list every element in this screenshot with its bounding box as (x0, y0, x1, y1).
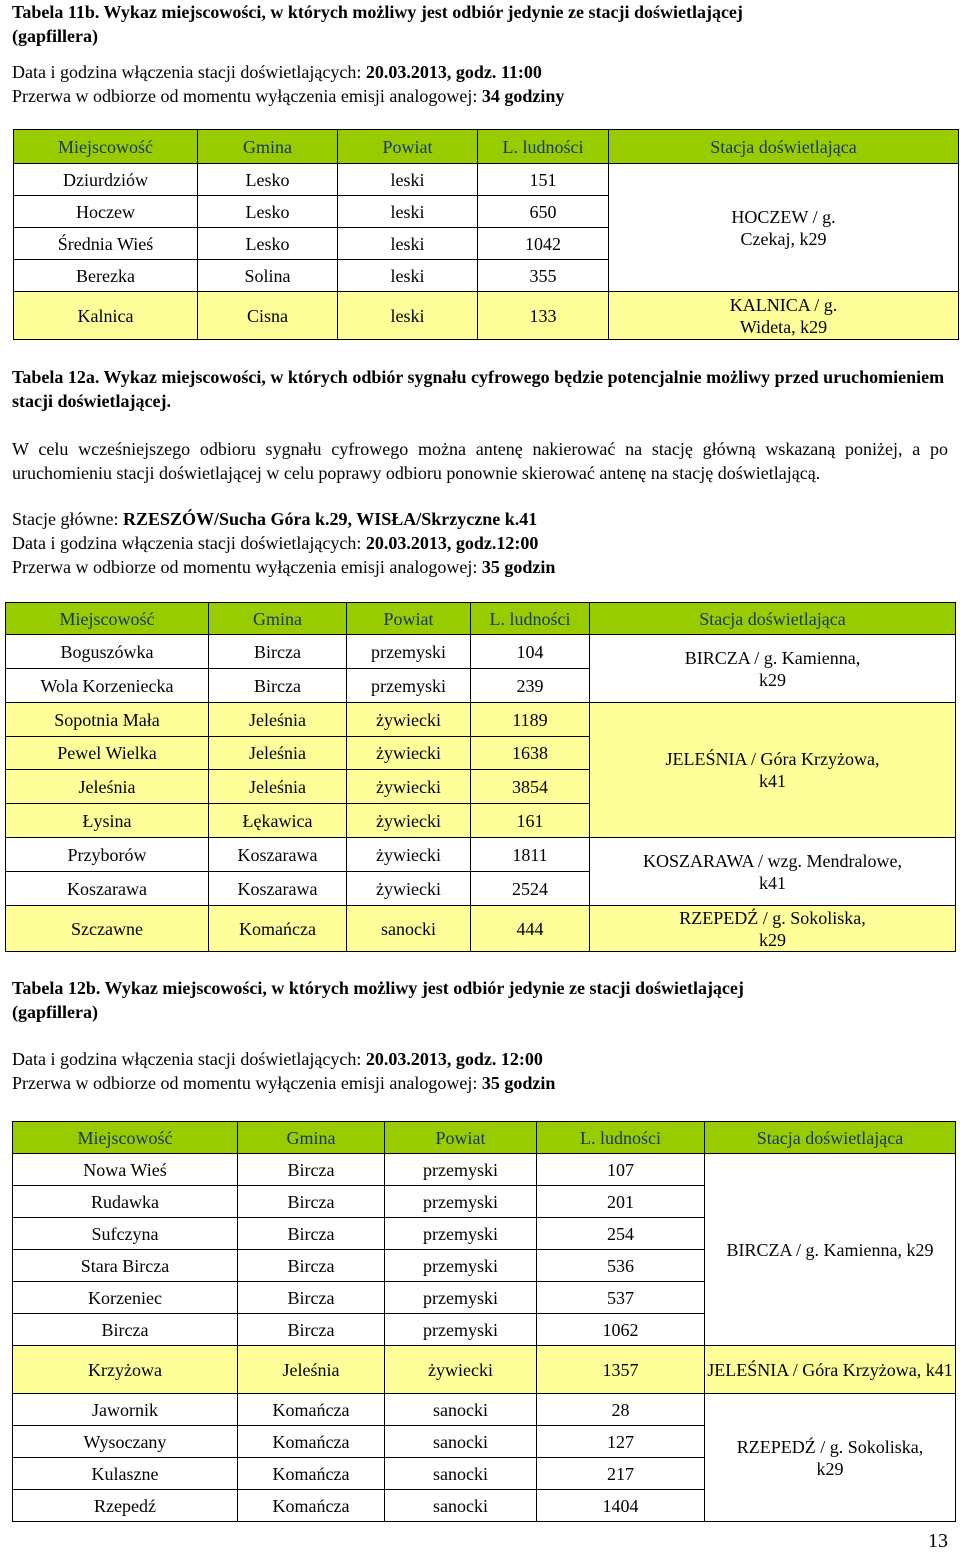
cell: Kalnica (14, 292, 198, 340)
cell: Krzyżowa (13, 1346, 238, 1394)
cell: przemyski (347, 669, 471, 703)
cell: Komańcza (209, 906, 347, 952)
cell: 444 (471, 906, 590, 952)
cell: żywiecki (347, 838, 471, 872)
cell: 217 (537, 1458, 705, 1490)
cell: 133 (478, 292, 609, 340)
col-header: L. ludności (537, 1122, 705, 1154)
cell: 1357 (537, 1346, 705, 1394)
cell: Bircza (238, 1250, 385, 1282)
cell: Koszarawa (209, 872, 347, 906)
cell: przemyski (385, 1218, 537, 1250)
page-number: 13 (928, 1530, 948, 1552)
cell: 1062 (537, 1314, 705, 1346)
cell: Stara Bircza (13, 1250, 238, 1282)
t12b-table (12, 1121, 956, 1522)
col-header: Powiat (338, 130, 478, 164)
cell: 127 (537, 1426, 705, 1458)
cell: 107 (537, 1154, 705, 1186)
cell: sanocki (385, 1426, 537, 1458)
cell: 537 (537, 1282, 705, 1314)
cell: przemyski (385, 1250, 537, 1282)
cell: 1404 (537, 1490, 705, 1522)
cell: 151 (478, 164, 609, 196)
cell: Komańcza (238, 1490, 385, 1522)
cell: żywiecki (347, 872, 471, 906)
station-cell: KOSZARAWA / wzg. Mendralowe, k41 (590, 838, 956, 906)
cell: Nowa Wieś (13, 1154, 238, 1186)
cell: 2524 (471, 872, 590, 906)
cell: sanocki (385, 1490, 537, 1522)
cell: Rudawka (13, 1186, 238, 1218)
col-header: L. ludności (471, 603, 590, 635)
station-cell: RZEPEDŹ / g. Sokoliska, k29 (590, 906, 956, 952)
cell: Berezka (14, 260, 198, 292)
cell: Komańcza (238, 1426, 385, 1458)
t12b-meta (12, 1047, 948, 1095)
t11b-break-line: Przerwa w odbiorze od momentu wyłączenia emisji analogowej: 34 godziny (12, 86, 565, 106)
col-header: Miejscowość (13, 1122, 238, 1154)
col-header: Miejscowość (6, 603, 209, 635)
col-header: Gmina (209, 603, 347, 635)
t12a-meta (12, 507, 948, 579)
cell: Lesko (198, 196, 338, 228)
table-row (13, 1394, 956, 1426)
cell: 536 (537, 1250, 705, 1282)
station-cell: KALNICA / g. Wideta, k29 (609, 292, 959, 340)
cell: Łękawica (209, 804, 347, 838)
cell: Komańcza (238, 1394, 385, 1426)
cell: Cisna (198, 292, 338, 340)
col-header: Powiat (347, 603, 471, 635)
cell: leski (338, 260, 478, 292)
cell: 1042 (478, 228, 609, 260)
table-row (6, 635, 956, 669)
t12a-title: Tabela 12a. Wykaz miejscowości, w których odbiór sygnału cyfrowego będzie potencjalnie możliwy przed uruchomieniem stacji doświetlającej. (12, 367, 945, 411)
table-header-row (6, 603, 956, 635)
cell: Bircza (238, 1154, 385, 1186)
cell: Lesko (198, 164, 338, 196)
cell: przemyski (385, 1314, 537, 1346)
station-cell: BIRCZA / g. Kamienna, k29 (705, 1154, 956, 1346)
t12a-main-line: Stacje główne: RZESZÓW/Sucha Góra k.29, WISŁA/Skrzyczne k.41 (12, 509, 538, 529)
cell: Przyborów (6, 838, 209, 872)
table-row (14, 292, 959, 340)
cell: Dziurdziów (14, 164, 198, 196)
t12b-date-line: Data i godzina włączenia stacji doświetlających: 20.03.2013, godz. 12:00 (12, 1049, 543, 1069)
cell: sanocki (347, 906, 471, 952)
station-cell: JELEŚNIA / Góra Krzyżowa, k41 (590, 703, 956, 838)
col-header: Stacja doświetlająca (590, 603, 956, 635)
cell: 1189 (471, 703, 590, 737)
cell: żywiecki (347, 770, 471, 804)
cell: Wysoczany (13, 1426, 238, 1458)
cell: Lesko (198, 228, 338, 260)
col-header: Miejscowość (14, 130, 198, 164)
cell: Jeleśnia (209, 770, 347, 804)
cell: Hoczew (14, 196, 198, 228)
cell: Pewel Wielka (6, 737, 209, 770)
cell: Bircza (238, 1218, 385, 1250)
station-cell: HOCZEW / g. Czekaj, k29 (609, 164, 959, 292)
t12a-intro (12, 437, 948, 485)
cell: przemyski (385, 1186, 537, 1218)
cell: leski (338, 164, 478, 196)
cell: sanocki (385, 1394, 537, 1426)
cell: przemyski (385, 1154, 537, 1186)
table-row (13, 1346, 956, 1394)
t12a-date-line: Data i godzina włączenia stacji doświetlających: 20.03.2013, godz.12:00 (12, 533, 539, 553)
station-cell: RZEPEDŹ / g. Sokoliska, k29 (705, 1394, 956, 1522)
table-row (13, 1154, 956, 1186)
cell: leski (338, 292, 478, 340)
cell: Solina (198, 260, 338, 292)
col-header: Gmina (198, 130, 338, 164)
cell: żywiecki (347, 804, 471, 838)
cell: Bircza (238, 1314, 385, 1346)
cell: 3854 (471, 770, 590, 804)
cell: sanocki (385, 1458, 537, 1490)
cell: 201 (537, 1186, 705, 1218)
cell: Bircza (209, 635, 347, 669)
t11b-heading (12, 0, 948, 48)
t11b-table (13, 129, 959, 340)
t12a-heading (12, 365, 948, 413)
cell: Łysina (6, 804, 209, 838)
cell: Bircza (209, 669, 347, 703)
cell: leski (338, 196, 478, 228)
station-cell: BIRCZA / g. Kamienna, k29 (590, 635, 956, 703)
t12a-intro-text: W celu wcześniejszego odbioru sygnału cyfrowego można antenę nakierować na stację główną wskazaną poniżej, a po uruchomieniu stacji doświetlającej w celu poprawy odbioru ponownie skierować antenę na stację doświetlającą. (12, 439, 948, 483)
cell: żywiecki (385, 1346, 537, 1394)
cell: przemyski (347, 635, 471, 669)
col-header: Stacja doświetlająca (705, 1122, 956, 1154)
cell: Jeleśnia (6, 770, 209, 804)
cell: żywiecki (347, 737, 471, 770)
table-row (6, 906, 956, 952)
cell: żywiecki (347, 703, 471, 737)
table-header-row (14, 130, 959, 164)
cell: Komańcza (238, 1458, 385, 1490)
col-header: L. ludności (478, 130, 609, 164)
t11b-title: Tabela 11b. Wykaz miejscowości, w których możliwy jest odbiór jedynie ze stacji doświetlającej (gapfillera) (12, 2, 743, 46)
col-header: Gmina (238, 1122, 385, 1154)
cell: Szczawne (6, 906, 209, 952)
t12a-table (5, 602, 956, 952)
cell: Sufczyna (13, 1218, 238, 1250)
col-header: Stacja doświetlająca (609, 130, 959, 164)
cell: Średnia Wieś (14, 228, 198, 260)
cell: Sopotnia Mała (6, 703, 209, 737)
cell: 254 (537, 1218, 705, 1250)
t11b-meta (12, 60, 948, 108)
station-cell: JELEŚNIA / Góra Krzyżowa, k41 (705, 1346, 956, 1394)
cell: Koszarawa (6, 872, 209, 906)
cell: 28 (537, 1394, 705, 1426)
cell: Korzeniec (13, 1282, 238, 1314)
cell: Bircza (238, 1282, 385, 1314)
col-header: Powiat (385, 1122, 537, 1154)
cell: Rzepedź (13, 1490, 238, 1522)
table-row (6, 703, 956, 737)
cell: 104 (471, 635, 590, 669)
t12b-title: Tabela 12b. Wykaz miejscowości, w których możliwy jest odbiór jedynie ze stacji doświetlającej (gapfillera) (12, 978, 744, 1022)
cell: 1811 (471, 838, 590, 872)
cell: 355 (478, 260, 609, 292)
cell: 650 (478, 196, 609, 228)
cell: leski (338, 228, 478, 260)
table-header-row (13, 1122, 956, 1154)
cell: Bircza (13, 1314, 238, 1346)
t11b-date-line: Data i godzina włączenia stacji doświetlających: 20.03.2013, godz. 11:00 (12, 62, 542, 82)
table-row (6, 838, 956, 872)
cell: Wola Korzeniecka (6, 669, 209, 703)
cell: Jeleśnia (238, 1346, 385, 1394)
t12a-break-line: Przerwa w odbiorze od momentu wyłączenia emisji analogowej: 35 godzin (12, 557, 556, 577)
cell: Bircza (238, 1186, 385, 1218)
cell: Boguszówka (6, 635, 209, 669)
table-row (14, 164, 959, 196)
cell: Jeleśnia (209, 703, 347, 737)
t12b-break-line: Przerwa w odbiorze od momentu wyłączenia emisji analogowej: 35 godzin (12, 1073, 556, 1093)
cell: Jawornik (13, 1394, 238, 1426)
t12b-heading (12, 976, 948, 1024)
cell: Kulaszne (13, 1458, 238, 1490)
cell: Jeleśnia (209, 737, 347, 770)
cell: przemyski (385, 1282, 537, 1314)
cell: Koszarawa (209, 838, 347, 872)
cell: 239 (471, 669, 590, 703)
cell: 161 (471, 804, 590, 838)
cell: 1638 (471, 737, 590, 770)
